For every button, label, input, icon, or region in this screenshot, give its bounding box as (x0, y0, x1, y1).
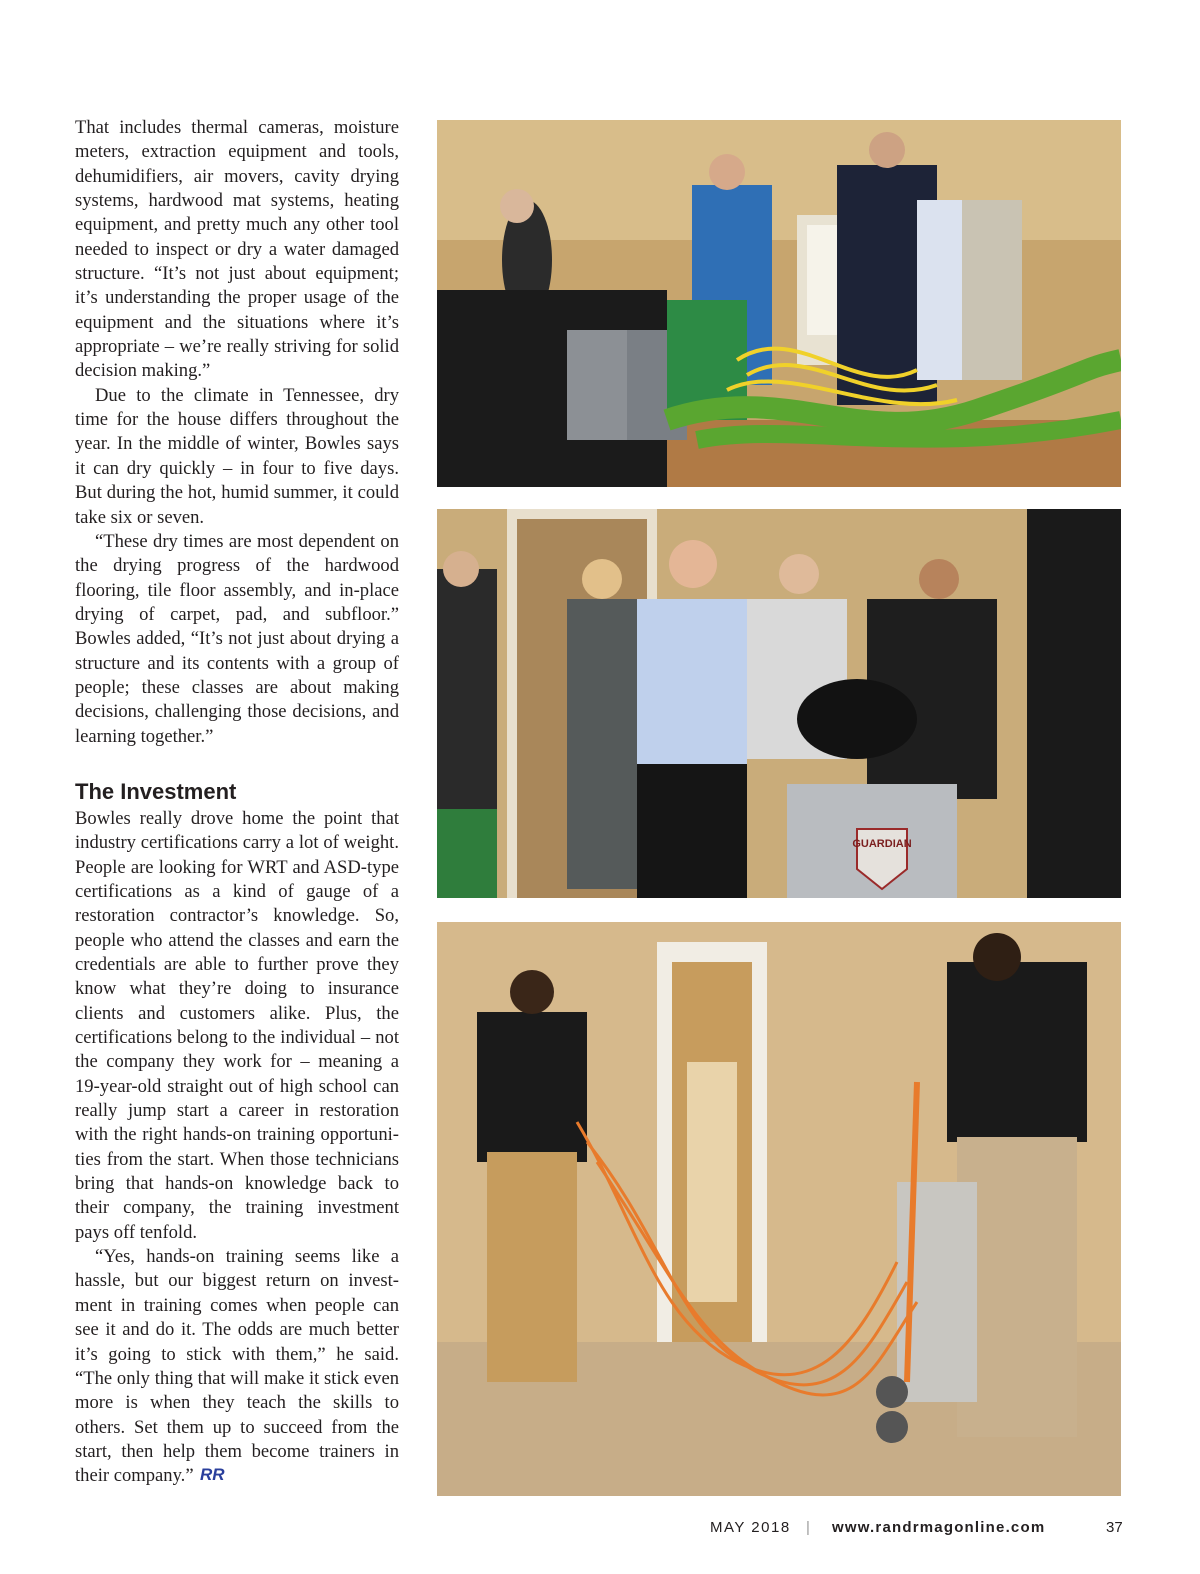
paragraph-2: Due to the climate in Tennessee, dry time for the house differs throughout the year. In the middle of winter, Bowles says it can dry quickly – in four to five days. But during the hot, humid summer, it could take six or seven. (75, 384, 399, 528)
page-footer (0, 1519, 1200, 1541)
paragraph-3: “These dry times are most dependent on the drying progress of the hardwood flooring, tile floor assembly, and in-place drying of carpet, pad, and subfloor.” Bowles added, “It’s not just about drying a structure and its contents with a group of people; these classes are about making decisions, challenging those decisions, and learning together.” (75, 530, 399, 747)
issue-date: MAY 2018 (710, 1519, 791, 1536)
end-mark-logo (200, 1465, 230, 1483)
paragraph-5: “Yes, hands-on training seems like a hassle, but our biggest return on investment in training comes when people can see it and do it. The odds are much better it’s going to stick with them,” he said. “The only thing that will make it stick even more is when they teach the skills to others. Set them up to succeed from the start, then help them become trainers in their company.” (75, 1246, 399, 1487)
paragraph-1: That includes thermal cameras, moisture meters, extraction equipment and tools, dehumidifiers, air movers, cavity drying systems, hardwood mat systems, heating equipment, and pretty much any other tool needed to inspect or dry a water damaged structure. “It’s not just about equipment; it’s understanding the proper usage of the equipment and the situations where it’s appropriate – we’re really striving for solid decision making.” (75, 117, 399, 382)
magazine-url: www.randrmagonline.com (832, 1519, 1046, 1536)
photo-technicians (437, 922, 1121, 1496)
footer-separator: | (806, 1519, 810, 1536)
section-heading: The Investment (75, 778, 237, 804)
page-number: 37 (1106, 1519, 1123, 1536)
end-mark-text: RR (199, 1465, 225, 1484)
guardian-sign-text: GUARDIAN (852, 838, 912, 850)
paragraph-4: Bowles really drove home the point that industry certifications carry a lot of weight. People are looking for WRT and ASD-type certifications as a kind of gauge of a restoration contractor’s knowledge. So, people who attend the classes and earn the credentials are able to further prove they know what they’re doing to insurance clients and customers alike. Plus, the certifications belong to the individual – not the company they work for – meaning a 19-year-old straight out of high school can really jump start a career in restoration with the right hands-on training opportunities from the start. When those technicians bring that hands-on knowledge back to their company, the training investment pays off tenfold. (75, 807, 399, 1243)
article-text-column (75, 116, 399, 1489)
paragraph-5-wrapper (75, 1245, 399, 1488)
photo-equipment-room (437, 120, 1121, 487)
photo-presenter (437, 509, 1121, 898)
